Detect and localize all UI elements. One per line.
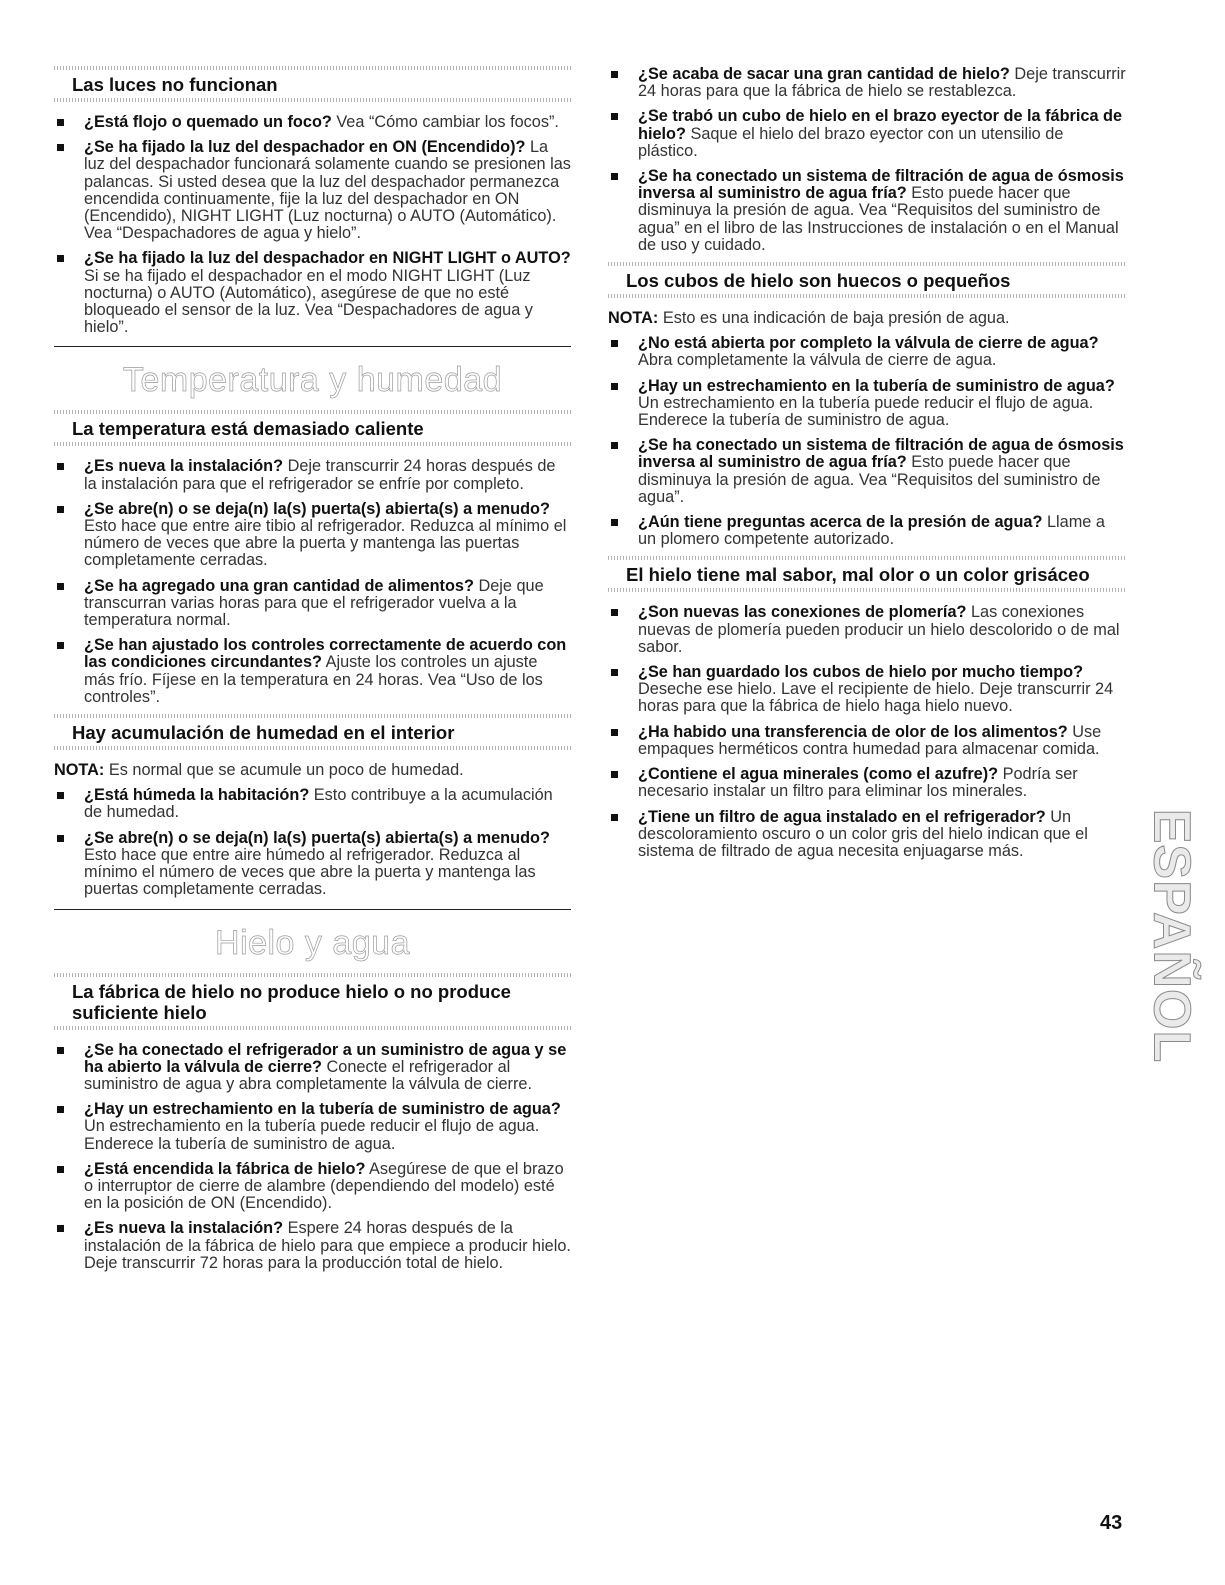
- answer-text: Un descoloramiento oscuro o un color gris del hielo indican que el sistema de filtrado de agua necesita enjuagarse más.: [638, 807, 1088, 860]
- answer-text: Deseche ese hielo. Lave el recipiente de hielo. Deje transcurrir 24 horas para que la fábrica de hielo haga hielo nuevo.: [638, 680, 1114, 716]
- question-text: ¿Es nueva la instalación?: [84, 1219, 284, 1238]
- question-text: ¿Son nuevas las conexiones de plomería?: [638, 603, 967, 622]
- list-item: [54, 830, 571, 899]
- hollow-list: [608, 335, 1126, 548]
- left-column: [54, 66, 571, 1280]
- question-text: ¿Se ha conectado el refrigerador a un suministro de agua y se ha abierto la válvula de cierre?: [84, 1040, 567, 1076]
- question-text: ¿Se ha agregado una gran cantidad de alimentos?: [84, 576, 474, 595]
- list-item: [608, 108, 1126, 160]
- question-text: ¿Se ha fijado la luz del despachador en NIGHT LIGHT o AUTO?: [84, 249, 571, 268]
- answer-text: Esto puede hacer que disminuya la presión de agua. Vea “Requisitos del suministro de agua” en el libro de las Instrucciones de instalación o en el Manual de uso y cuidado.: [638, 184, 1119, 254]
- answer-text: Esto hace que entre aire húmedo al refrigerador. Reduzca al mínimo el número de veces que abre la puerta y mantenga las puertas completamente cerradas.: [84, 845, 536, 899]
- ice-cont-list: [608, 66, 1126, 254]
- dotted-rule: [608, 556, 1126, 560]
- taste-heading-block: [608, 556, 1126, 592]
- ice-heading-block: [54, 973, 571, 1030]
- dotted-rule: [54, 714, 571, 718]
- answer-text: Deje transcurrir 24 horas después de la instalación para que el refrigerador se enfríe por completo.: [84, 457, 556, 493]
- dotted-rule: [608, 262, 1126, 266]
- answer-text: Vea “Cómo cambiar los focos”.: [331, 113, 559, 131]
- language-side-tab: [1142, 808, 1201, 1064]
- temp-heading-block: [54, 410, 571, 446]
- list-item: [54, 250, 571, 336]
- humid-heading-block: [54, 714, 571, 750]
- answer-text: Un estrechamiento en la tubería puede reducir el flujo de agua. Enderece la tubería de suministro de agua.: [638, 393, 1094, 430]
- humid-list: [54, 787, 571, 898]
- hollow-heading: Los cubos de hielo son huecos o pequeños: [626, 270, 1011, 292]
- answer-text: Las conexiones nuevas de plomería pueden producir un hielo descolorido o de mal sabor.: [638, 603, 1120, 656]
- question-text: ¿Ha habido una transferencia de olor de los alimentos?: [638, 722, 1068, 741]
- list-item: [54, 578, 571, 630]
- list-item: [54, 1161, 571, 1213]
- answer-text: La luz del despachador funcionará solamente cuando se presionen las palancas. Si usted desea que la luz del despachador permanezca encendida continuamente, fije la luz del despachador en ON (Encendido), NIGHT LIGHT (Luz nocturna) o AUTO (Automático). Vea “Despachadores de agua y hielo”.: [84, 138, 571, 243]
- question-text: ¿Se abre(n) o se deja(n) la(s) puerta(s) abierta(s) a menudo?: [84, 499, 550, 518]
- question-text: ¿Es nueva la instalación?: [84, 457, 284, 476]
- humid-note: [54, 762, 571, 779]
- list-item: [608, 724, 1126, 758]
- language-tab-label: ESPAÑOL: [1142, 808, 1201, 1064]
- question-text: ¿Se ha conectado un sistema de filtración de agua de ósmosis inversa al suministro de agua fría?: [638, 167, 1124, 203]
- question-text: ¿Está húmeda la habitación?: [84, 786, 310, 805]
- list-item: [608, 168, 1126, 254]
- dotted-rule: [54, 410, 571, 414]
- answer-text: Conecte el refrigerador al suministro de agua y abra completamente la válvula de cierre.: [84, 1057, 532, 1093]
- answer-text: Espere 24 horas después de la instalación de la fábrica de hielo para que empiece a producir hielo. Deje transcurrir 72 horas para la producción total de hielo.: [84, 1219, 571, 1272]
- list-item: [608, 378, 1126, 430]
- question-text: ¿Tiene un filtro de agua instalado en el refrigerador?: [638, 807, 1046, 826]
- list-item: [608, 66, 1126, 100]
- dotted-rule: [608, 294, 1126, 298]
- answer-text: Deje transcurrir 24 horas para que la fábrica de hielo se restablezca.: [638, 65, 1126, 101]
- list-item: [608, 766, 1126, 800]
- question-text: ¿Se han guardado los cubos de hielo por mucho tiempo?: [638, 663, 1084, 682]
- question-text: ¿Se ha fijado la luz del despachador en ON (Encendido)?: [84, 138, 526, 157]
- question-text: ¿Hay un estrechamiento en la tubería de suministro de agua?: [84, 1100, 561, 1119]
- list-item: [54, 501, 571, 570]
- list-item: [608, 514, 1126, 548]
- question-text: ¿Contiene el agua minerales (como el azufre)?: [638, 765, 999, 784]
- dotted-rule: [54, 66, 571, 70]
- dotted-rule: [54, 1026, 571, 1030]
- question-text: ¿Se abre(n) o se deja(n) la(s) puerta(s) abierta(s) a menudo?: [84, 828, 550, 847]
- list-item: [608, 664, 1126, 716]
- answer-text: Esto puede hacer que disminuya la presión de agua. Vea “Requisitos del suministro de agua”.: [638, 453, 1101, 506]
- list-item: [608, 809, 1126, 861]
- list-item: [54, 637, 571, 706]
- question-text: ¿Está encendida la fábrica de hielo?: [84, 1159, 366, 1178]
- list-item: [608, 335, 1126, 369]
- list-item: [54, 458, 571, 492]
- note-label: NOTA:: [608, 309, 659, 328]
- temp-section-title-block: [54, 346, 571, 410]
- ice-heading: La fábrica de hielo no produce hielo o no produce suficiente hielo: [72, 980, 511, 1023]
- lights-heading-block: [54, 66, 571, 102]
- list-item: [54, 787, 571, 821]
- question-text: ¿Está flojo o quemado un foco?: [84, 113, 332, 131]
- answer-text: Esto hace que entre aire tibio al refrigerador. Reduzca al mínimo el número de veces que abre la puerta y mantenga las puertas completamente cerradas.: [84, 517, 567, 570]
- note-label: NOTA:: [54, 761, 105, 780]
- question-text: ¿Se ha conectado un sistema de filtración de agua de ósmosis inversa al suministro de agua fría?: [638, 436, 1124, 472]
- lights-heading: Las luces no funcionan: [72, 74, 278, 95]
- list-item: [54, 1042, 571, 1094]
- answer-text: Use empaques herméticos contra humedad para almacenar comida.: [638, 722, 1102, 758]
- question-text: ¿Se han ajustado los controles correctamente de acuerdo con las condiciones circundantes?: [84, 636, 567, 672]
- note-text: Es normal que se acumule un poco de humedad.: [104, 761, 464, 780]
- hollow-note: [608, 310, 1126, 327]
- dotted-rule: [54, 973, 571, 977]
- answer-text: Esto contribuye a la acumulación de humedad.: [84, 786, 553, 822]
- taste-heading: El hielo tiene mal sabor, mal olor o un color grisáceo: [626, 564, 1090, 586]
- dotted-rule: [54, 98, 571, 102]
- ice-section-title-block: [54, 909, 571, 973]
- right-column: [608, 66, 1126, 868]
- answer-text: Abra completamente la válvula de cierre de agua.: [638, 351, 997, 370]
- temp-heading: La temperatura está demasiado caliente: [72, 418, 424, 440]
- answer-text: Llame a un plomero competente autorizado.: [638, 513, 1105, 549]
- answer-text: Ajuste los controles un ajuste más frío. Fíjese en la temperatura en 24 horas. Vea “Uso de los controles”.: [84, 653, 543, 706]
- temp-section-title: Temperatura y humedad: [122, 361, 503, 400]
- question-text: ¿Hay un estrechamiento en la tubería de suministro de agua?: [638, 376, 1115, 395]
- list-item: [54, 1101, 571, 1153]
- question-text: ¿Se acaba de sacar una gran cantidad de hielo?: [638, 65, 1010, 83]
- dotted-rule: [54, 746, 571, 750]
- temp-list: [54, 458, 571, 706]
- humid-heading: Hay acumulación de humedad en el interior: [72, 722, 455, 744]
- note-text: Esto es una indicación de baja presión de agua.: [658, 309, 1010, 328]
- page-number: 43: [1100, 1512, 1123, 1534]
- list-item: [54, 114, 571, 131]
- answer-text: Asegúrese de que el brazo o interruptor de cierre de alambre (dependiendo del modelo) esté en la posición de ON (Encendido).: [84, 1159, 564, 1213]
- question-text: ¿Aún tiene preguntas acerca de la presión de agua?: [638, 513, 1043, 532]
- dotted-rule: [54, 442, 571, 446]
- list-item: [54, 1220, 571, 1272]
- list-item: [608, 437, 1126, 506]
- question-text: ¿No está abierta por completo la válvula de cierre de agua?: [638, 334, 1099, 353]
- taste-list: [608, 604, 1126, 860]
- question-text: ¿Se trabó un cubo de hielo en el brazo eyector de la fábrica de hielo?: [638, 107, 1123, 143]
- answer-text: Si se ha fijado el despachador en el modo NIGHT LIGHT (Luz nocturna) o AUTO (Automático), asegúrese de que no esté bloqueado el sensor de la luz. Vea “Despachadores de agua y hielo”.: [84, 266, 533, 337]
- answer-text: Deje que transcurran varias horas para que el refrigerador vuelva a la temperatura normal.: [84, 576, 544, 630]
- ice-section-title: Hielo y agua: [214, 923, 410, 962]
- list-item: [54, 139, 571, 242]
- lights-list: [54, 114, 571, 336]
- answer-text: Saque el hielo del brazo eyector con un utensilio de plástico.: [638, 124, 1064, 160]
- answer-text: Podría ser necesario instalar un filtro para eliminar los minerales.: [638, 765, 1078, 801]
- dotted-rule: [608, 588, 1126, 592]
- hollow-heading-block: [608, 262, 1126, 298]
- ice-list: [54, 1042, 571, 1272]
- answer-text: Un estrechamiento en la tubería puede reducir el flujo de agua. Enderece la tubería de suministro de agua.: [84, 1117, 540, 1153]
- list-item: [608, 604, 1126, 656]
